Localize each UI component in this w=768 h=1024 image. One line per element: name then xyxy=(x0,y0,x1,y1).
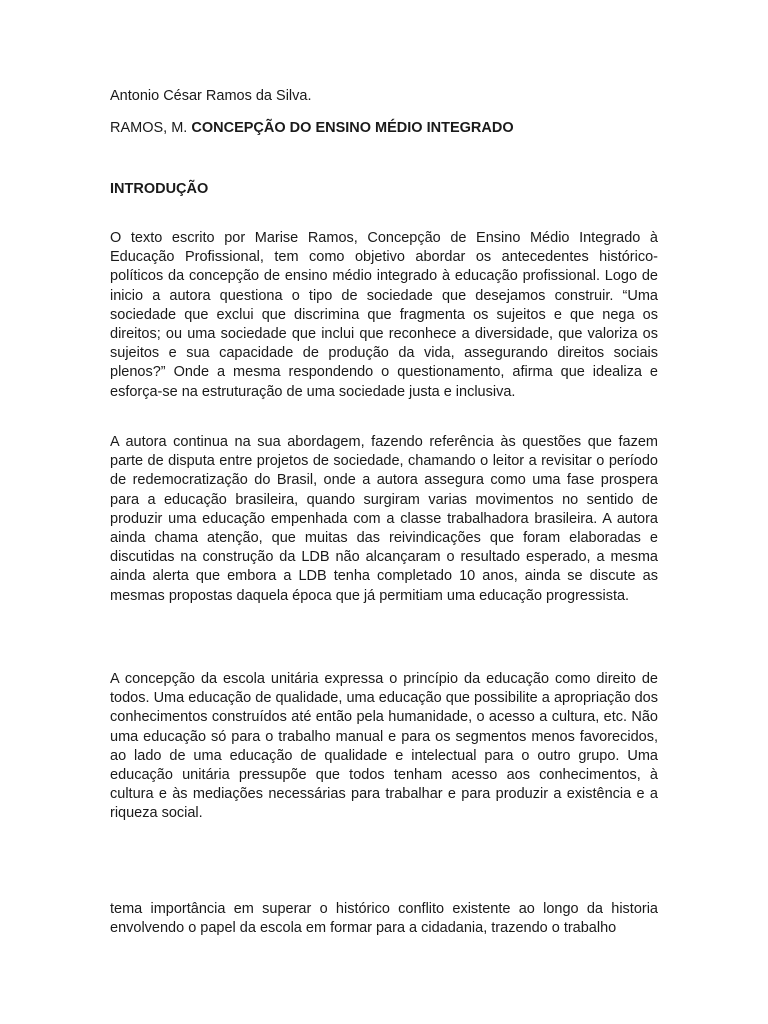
paragraph-4: tema importância em superar o histórico conflito existente ao longo da historia envolvendo o papel da escola em formar para a cidadania, trazendo o trabalho xyxy=(110,901,658,937)
reference-title: CONCEPÇÃO DO ENSINO MÉDIO INTEGRADO xyxy=(191,120,514,136)
reference-citation xyxy=(110,118,514,138)
paragraph-2: A autora continua na sua abordagem, fazendo referência às questões que fazem parte de disputa entre projetos de sociedade, chamando o leitor a revisitar o período de redemocratização do Brasil, onde a autora assegura como uma fase prospera para a educação brasileira, quando surgiram varias movimentos no sentido de produzir uma educação empenhada com a classe trabalhadora brasileira. A autora ainda chama atenção, que muitas das reivindicações que foram elaboradas e discutidas na construção da LDB não alcançaram o resultado esperado, a mesma ainda alerta que embora a LDB tenha completado 10 anos, ainda se discute as mesmas propostas daquela época que já permitiam uma educação progressista. xyxy=(110,434,658,604)
reference-prefix: RAMOS, M. xyxy=(110,120,192,136)
paragraph-3: A concepção da escola unitária expressa o princípio da educação como direito de todos. Uma educação de qualidade, uma educação que possibilite a apropriação dos conhecimentos construídos até então pela humanidade, o acesso a cultura, etc. Não uma educação só para o trabalho manual e para os segmentos menos favorecidos, ao lado de uma educação de qualidade e intelectual para o outro grupo. Uma educação unitária pressupõe que todos tenham acesso aos conhecimentos, à cultura e às mediações necessárias para trabalhar e para produzir a existência e a riqueza social. xyxy=(110,671,658,822)
author-line: Antonio César Ramos da Silva. xyxy=(110,88,312,104)
paragraph-1: O texto escrito por Marise Ramos, Concepção de Ensino Médio Integrado à Educação Profissional, tem como objetivo abordar os antecedentes histórico-políticos da concepção de ensino médio integrado à educação profissional. Logo de inicio a autora questiona o tipo de sociedade que desejamos construir. “Uma sociedade que exclui que discrimina que fragmenta os sujeitos e que nega os direitos; ou uma sociedade que inclui que reconhece a diversidade, que valoriza os sujeitos e sua capacidade de produção da vida, assegurando direitos sociais plenos?” Onde a mesma respondendo o questionamento, afirma que idealiza e esforça-se na estruturação de uma sociedade justa e inclusiva. xyxy=(110,230,658,400)
document-page xyxy=(110,0,658,1024)
section-heading: INTRODUÇÃO xyxy=(110,181,209,197)
